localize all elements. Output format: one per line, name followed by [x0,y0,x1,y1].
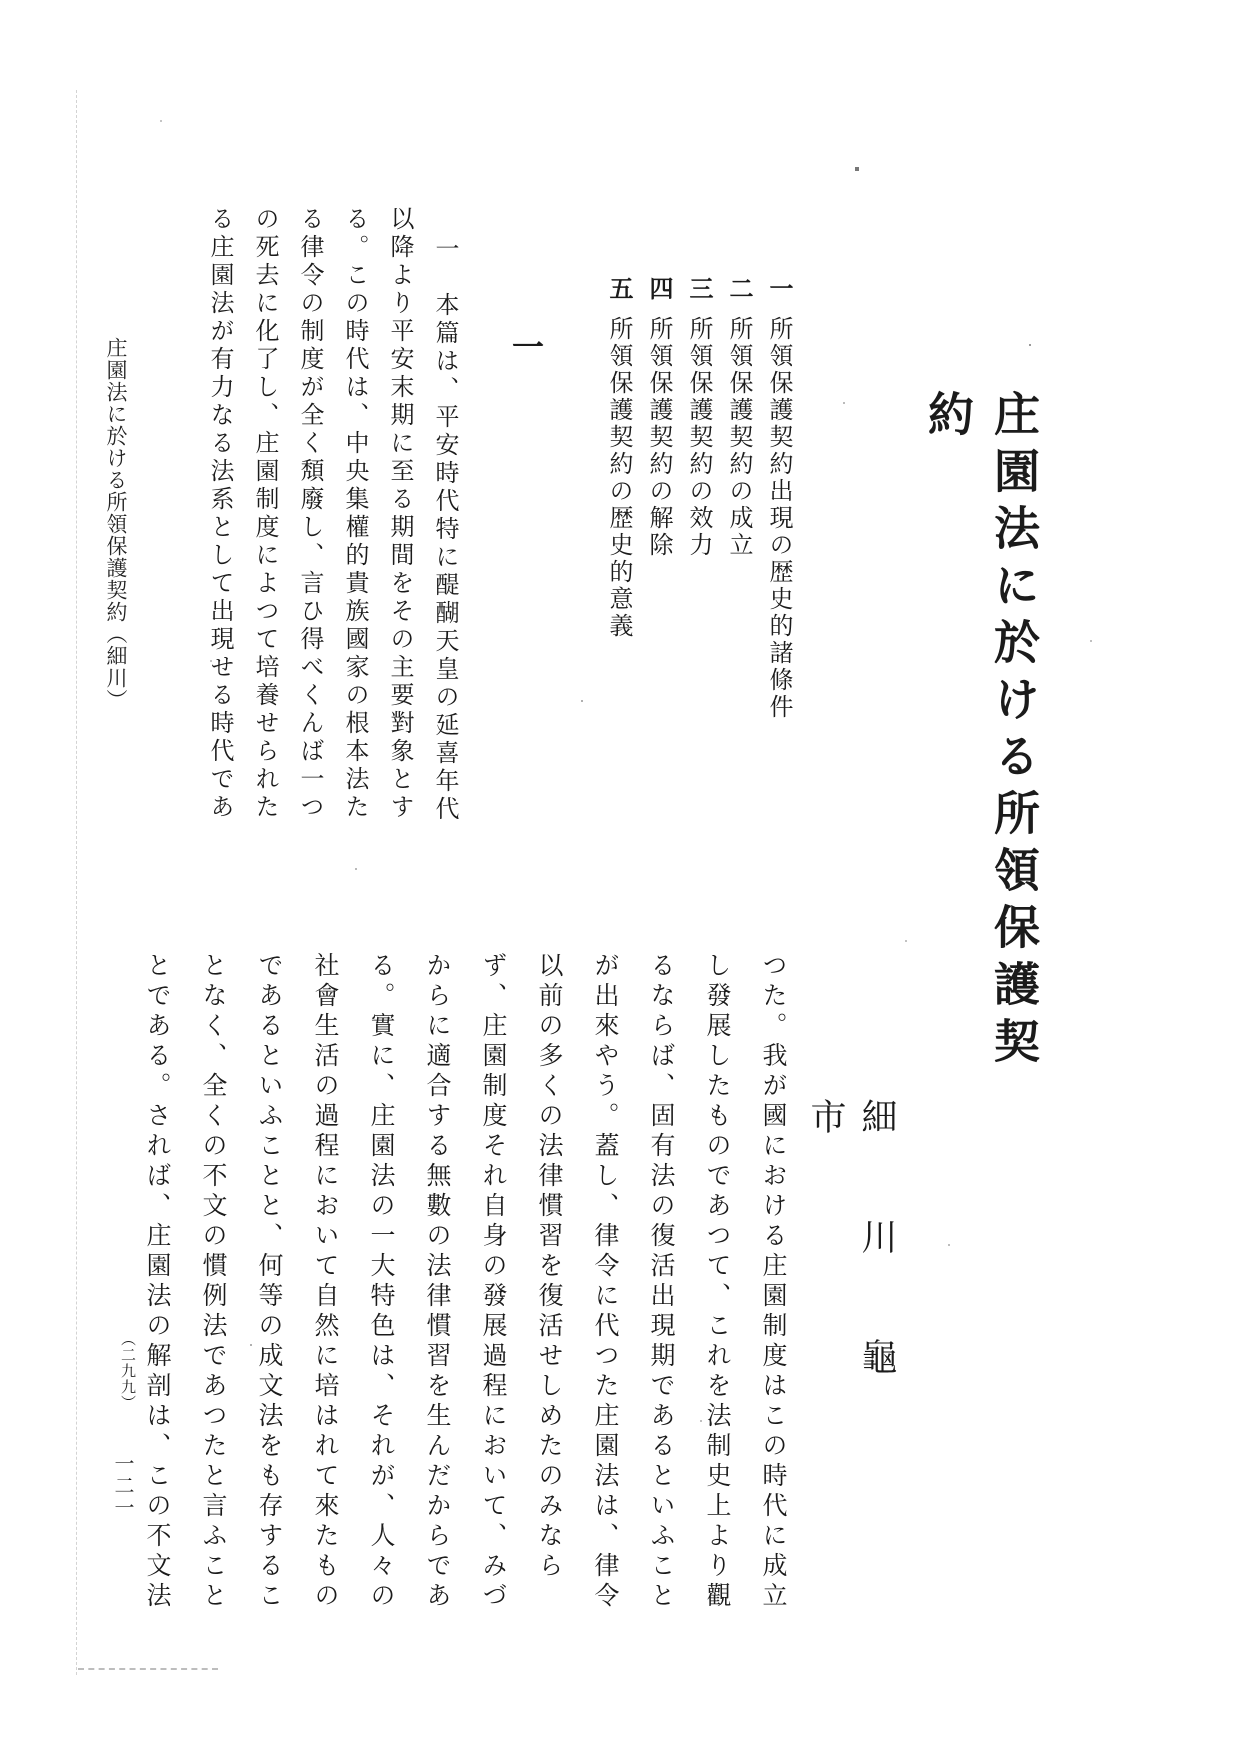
toc-item-number: 五 [605,276,634,303]
table-of-contents [599,276,799,776]
scan-edge-line [76,90,77,1675]
toc-item [599,276,639,776]
text-column: るならば、固有法の復活出現期であるといふこと [647,952,676,1612]
text-column: 社會生活の過程において自然に培はれて來たもの [311,952,340,1612]
text-column: る律令の制度が全く頽廢し、言ひ得べくんば一つ [296,206,324,822]
toc-item-label: 所領保護契約の效力 [685,316,713,559]
toc-item-label: 所領保護契約出現の歴史的諸條件 [765,316,793,721]
volume-page-number: （二九九） [119,1331,137,1411]
text-column: であるといふことと、何等の成文法をも存するこ [255,952,284,1612]
body-text-upper [197,206,467,868]
text-column: となく、全くの不文の慣例法であつたと言ふこと [199,952,228,1612]
toc-item-number: 二 [725,276,754,303]
toc-item-label: 所領保護契約の成立 [725,316,753,559]
text-column: し發展したものであつて、これを法制史上より觀 [703,952,732,1612]
text-column: 以降より平安末期に至る期間をその主要對象とす [386,206,414,822]
text-column: る。この時代は、中央集權的貴族國家の根本法た [341,206,369,822]
text-column: 以前の多くの法律慣習を復活せしめたのみなら [535,952,564,1582]
text-column: の死去に化了し、庄園制度によつて培養せられた [251,206,279,822]
text-column: とである。されば、庄園法の解剖は、この不文法 [143,952,172,1612]
text-column: る。實に、庄園法の一大特色は、それが、人々の [367,952,396,1612]
text-column: る庄園法が有力なる法系として出現せる時代であ [206,206,234,822]
scan-artifact-dashes [78,1668,218,1670]
author-name: 細川龜市 [805,1098,897,1458]
toc-item-label: 所領保護契約の解除 [645,316,673,559]
scan-noise-specks [0,0,2,2]
toc-item [759,276,799,776]
text-column: 一 本篇は、平安時代特に醍醐天皇の延喜年代 [431,236,459,824]
running-header-margin-note: 庄園法に於ける所領保護契約（細川） [104,337,128,711]
section-number-heading: 一 [507,330,545,362]
toc-item-number: 一 [765,276,794,303]
text-column: つた。我が國における庄園制度はこの時代に成立 [759,952,788,1612]
toc-item [639,276,679,776]
text-column: からに適合する無數の法律慣習を生んだからであ [423,952,452,1612]
page-number: 一二一 [111,1453,135,1519]
text-column: が出來やう。蓋し、律令に代つた庄園法は、律令 [591,952,620,1612]
toc-item-label: 所領保護契約の歴史的意義 [605,316,633,640]
article-title: 庄園法に於ける所領保護契約 [921,390,1041,1074]
toc-item-number: 四 [645,276,674,303]
text-column: ず、庄園制度それ自身の發展過程において、みづ [479,952,508,1612]
body-text-lower [129,952,801,1642]
toc-item-number: 三 [685,276,714,303]
toc-item [719,276,759,776]
toc-item [679,276,719,776]
